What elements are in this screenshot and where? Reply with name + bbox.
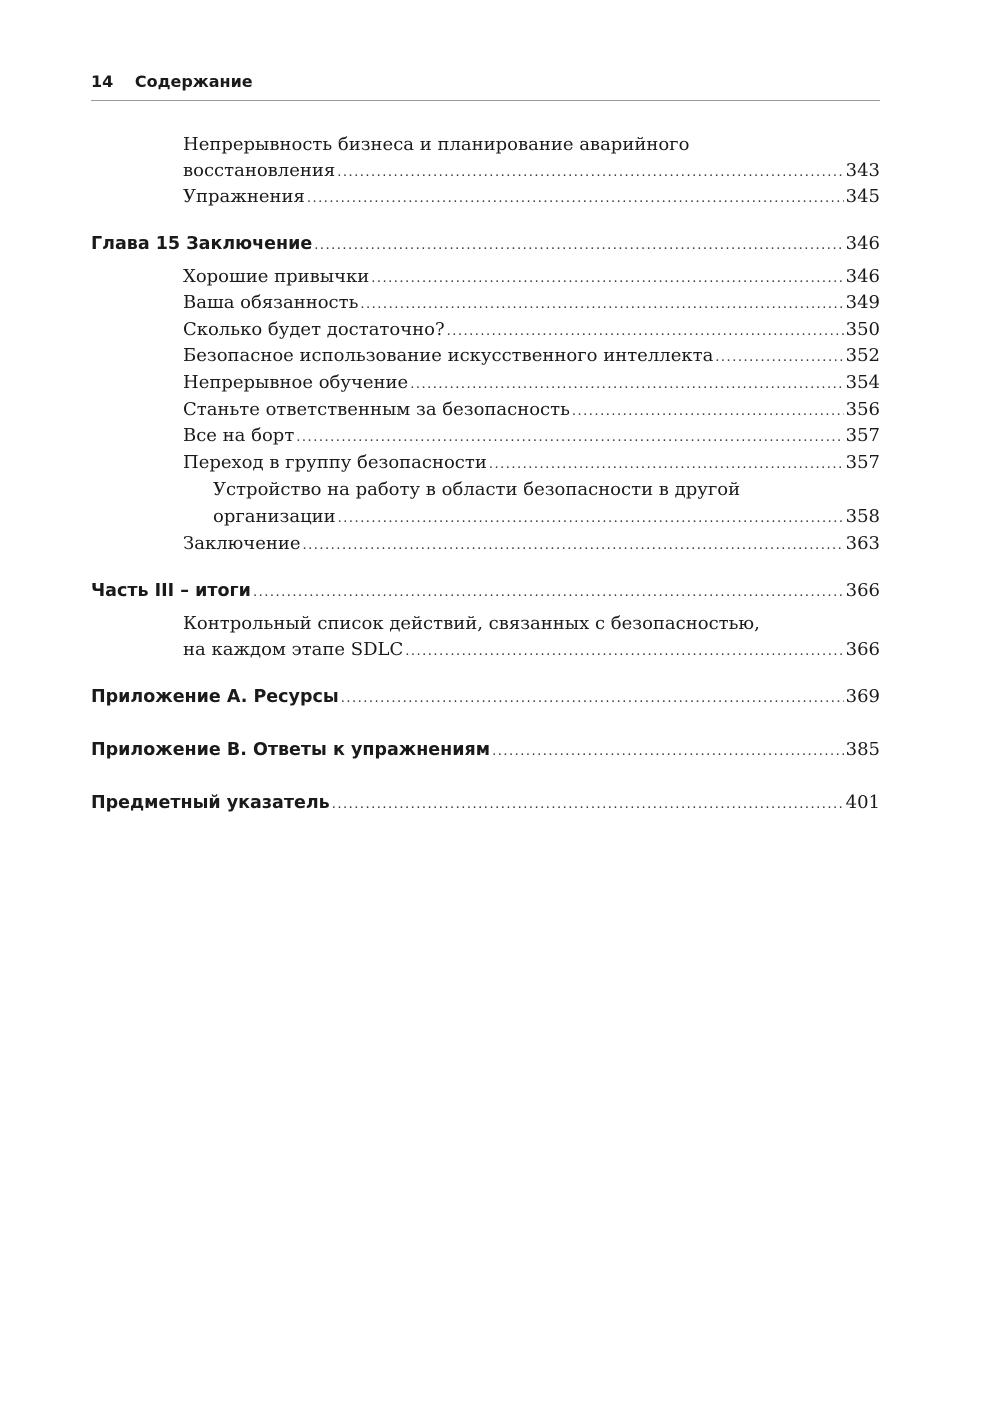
toc-entry-title: Заключение xyxy=(183,533,301,554)
toc-page-number: 358 xyxy=(845,506,880,527)
toc-entry[interactable] xyxy=(213,504,880,530)
leader-dots xyxy=(371,266,843,292)
toc-entry[interactable] xyxy=(183,423,880,449)
toc-entry-title: Непрерывное обучение xyxy=(183,372,409,393)
leader-dots xyxy=(572,399,844,425)
leader-dots xyxy=(337,160,843,186)
leader-dots xyxy=(296,425,843,451)
toc-entry[interactable] xyxy=(183,343,880,369)
leader-dots xyxy=(303,533,844,559)
toc-entry-title: Сколько будет достаточно? xyxy=(183,319,445,340)
toc-entry[interactable] xyxy=(183,290,880,316)
toc-entry-title: Станьте ответственным за безопасность xyxy=(183,399,570,420)
toc-entry-title: Безопасное использование искусственного интеллекта xyxy=(183,345,714,366)
leader-dots xyxy=(492,739,844,765)
toc-page-number: 343 xyxy=(845,160,880,181)
leader-dots xyxy=(314,233,843,259)
leader-dots xyxy=(253,580,844,606)
toc-page-number: 345 xyxy=(845,186,880,207)
toc-entry[interactable] xyxy=(183,158,880,184)
toc-entry[interactable] xyxy=(183,397,880,423)
toc-entry-title: организации xyxy=(213,506,336,527)
toc-entry-title: Хорошие привычки xyxy=(183,266,370,287)
toc-page-number: 346 xyxy=(845,233,880,254)
toc-entry-title: на каждом этапе SDLC xyxy=(183,639,404,660)
toc-entry-title: Переход в группу безопасности xyxy=(183,452,487,473)
toc-appendix-title: Приложение B. Ответы к упражнениям xyxy=(91,740,491,760)
toc-entry[interactable] xyxy=(183,264,880,290)
toc-page-number: 363 xyxy=(845,533,880,554)
leader-dots xyxy=(338,506,844,532)
toc-appendix-b[interactable] xyxy=(91,737,880,763)
running-title: Содержание xyxy=(134,72,253,91)
toc-entry[interactable] xyxy=(183,531,880,557)
toc-page-number: 356 xyxy=(845,399,880,420)
leader-dots xyxy=(307,186,844,212)
leader-dots xyxy=(405,639,843,665)
leader-dots xyxy=(341,686,844,712)
toc-entry-title: Ваша обязанность xyxy=(183,292,359,313)
leader-dots xyxy=(410,372,843,398)
toc-entry[interactable] xyxy=(183,450,880,476)
toc-page-number: 357 xyxy=(845,425,880,446)
toc-index-title: Предметный указатель xyxy=(91,793,330,813)
leader-dots xyxy=(447,319,844,345)
toc-page-number: 401 xyxy=(845,792,880,813)
toc-entry-title: Все на борт xyxy=(183,425,295,446)
toc-page-number: 366 xyxy=(845,580,880,601)
toc-entry-title: восстановления xyxy=(183,160,336,181)
toc-entry-line: Непрерывность бизнеса и планирование аварийного xyxy=(183,134,690,155)
toc-page-number: 357 xyxy=(845,452,880,473)
toc-entry-line: Контрольный список действий, связанных с безопасностью, xyxy=(183,613,760,634)
toc-page-number: 366 xyxy=(845,639,880,660)
toc-part[interactable] xyxy=(91,578,880,604)
toc-page-number: 346 xyxy=(845,266,880,287)
toc-page-number: 349 xyxy=(845,292,880,313)
toc-chapter-title: Глава 15 Заключение xyxy=(91,234,313,254)
toc-index[interactable] xyxy=(91,790,880,816)
toc-page-number: 354 xyxy=(845,372,880,393)
toc-page-number: 385 xyxy=(845,739,880,760)
toc-entry[interactable] xyxy=(183,317,880,343)
toc-entry[interactable] xyxy=(183,370,880,396)
header-rule xyxy=(91,100,880,101)
toc-page-number: 350 xyxy=(845,319,880,340)
toc-entry-line: Устройство на работу в области безопасности в другой xyxy=(213,479,741,500)
toc-part-title: Часть III – итоги xyxy=(91,581,251,601)
toc-appendix-a[interactable] xyxy=(91,684,880,710)
toc-entry[interactable] xyxy=(183,184,880,210)
leader-dots xyxy=(332,792,844,818)
toc-page-number: 352 xyxy=(845,345,880,366)
toc-entry[interactable] xyxy=(183,637,880,663)
running-header xyxy=(91,72,880,91)
page-number: 14 xyxy=(91,72,114,91)
leader-dots xyxy=(360,292,843,318)
leader-dots xyxy=(715,345,843,371)
toc-entry-title: Упражнения xyxy=(183,186,305,207)
toc-appendix-title: Приложение A. Ресурсы xyxy=(91,687,339,707)
toc-page-number: 369 xyxy=(845,686,880,707)
leader-dots xyxy=(489,452,844,478)
toc-chapter[interactable] xyxy=(91,231,880,257)
